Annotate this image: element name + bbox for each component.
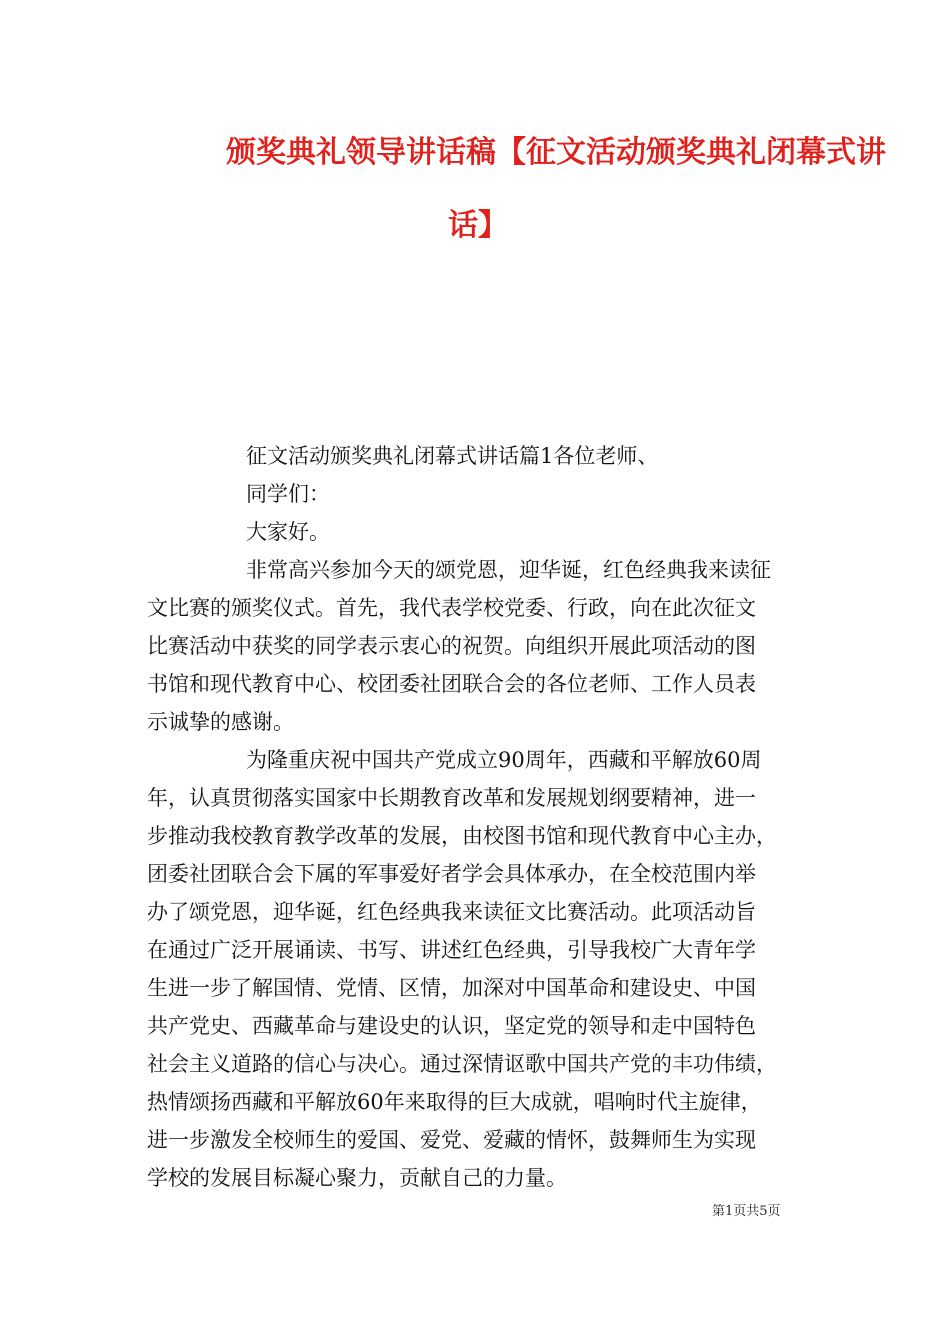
- body-line: 生进一步了解国情、党情、区情，加深对中国革命和建设史、中国: [147, 976, 756, 1000]
- body-line: 进一步激发全校师生的爱国、爱党、爱藏的情怀，鼓舞师生为实现: [147, 1128, 756, 1152]
- document-title-line-1: 颁奖典礼领导讲话稿【征文活动颁奖典礼闭幕式讲: [226, 135, 886, 170]
- body-line: 在通过广泛开展诵读、书写、讲述红色经典，引导我校广大青年学: [147, 938, 756, 962]
- body-line: 步推动我校教育教学改革的发展，由校图书馆和现代教育中心主办，: [147, 824, 777, 848]
- body-line: 征文活动颁奖典礼闭幕式讲话篇1各位老师、: [246, 444, 659, 468]
- body-line: 同学们：: [246, 482, 330, 506]
- body-line: 社会主义道路的信心与决心。通过深情讴歌中国共产党的丰功伟绩，: [147, 1052, 777, 1076]
- page-number-footer: 第1页共5页: [712, 1204, 781, 1219]
- body-line: 示诚挚的感谢。: [147, 710, 294, 734]
- body-line: 团委社团联合会下属的军事爱好者学会具体承办，在全校范围内举: [147, 862, 756, 886]
- document-body: [147, 437, 807, 1197]
- body-line: 比赛活动中获奖的同学表示衷心的祝贺。向组织开展此项活动的图: [147, 634, 756, 658]
- body-line: 共产党史、西藏革命与建设史的认识，坚定党的领导和走中国特色: [147, 1014, 756, 1038]
- body-line: 热情颂扬西藏和平解放60年来取得的巨大成就，唱响时代主旋律，: [147, 1090, 762, 1114]
- body-line: 年，认真贯彻落实国家中长期教育改革和发展规划纲要精神，进一: [147, 786, 756, 810]
- body-line: 文比赛的颁奖仪式。首先，我代表学校党委、行政，向在此次征文: [147, 596, 756, 620]
- body-line: 学校的发展目标凝心聚力，贡献自己的力量。: [147, 1166, 567, 1190]
- body-line: 书馆和现代教育中心、校团委社团联合会的各位老师、工作人员表: [147, 672, 756, 696]
- body-line: 办了颂党恩，迎华诞，红色经典我来读征文比赛活动。此项活动旨: [147, 900, 756, 924]
- document-title-line-2: 话】: [448, 208, 508, 243]
- paragraph-start-line: 非常高兴参加今天的颂党恩，迎华诞，红色经典我来读征: [246, 558, 771, 582]
- body-line: 大家好。: [246, 520, 330, 544]
- paragraph-start-line: 为隆重庆祝中国共产党成立90周年，西藏和平解放60周: [246, 748, 762, 772]
